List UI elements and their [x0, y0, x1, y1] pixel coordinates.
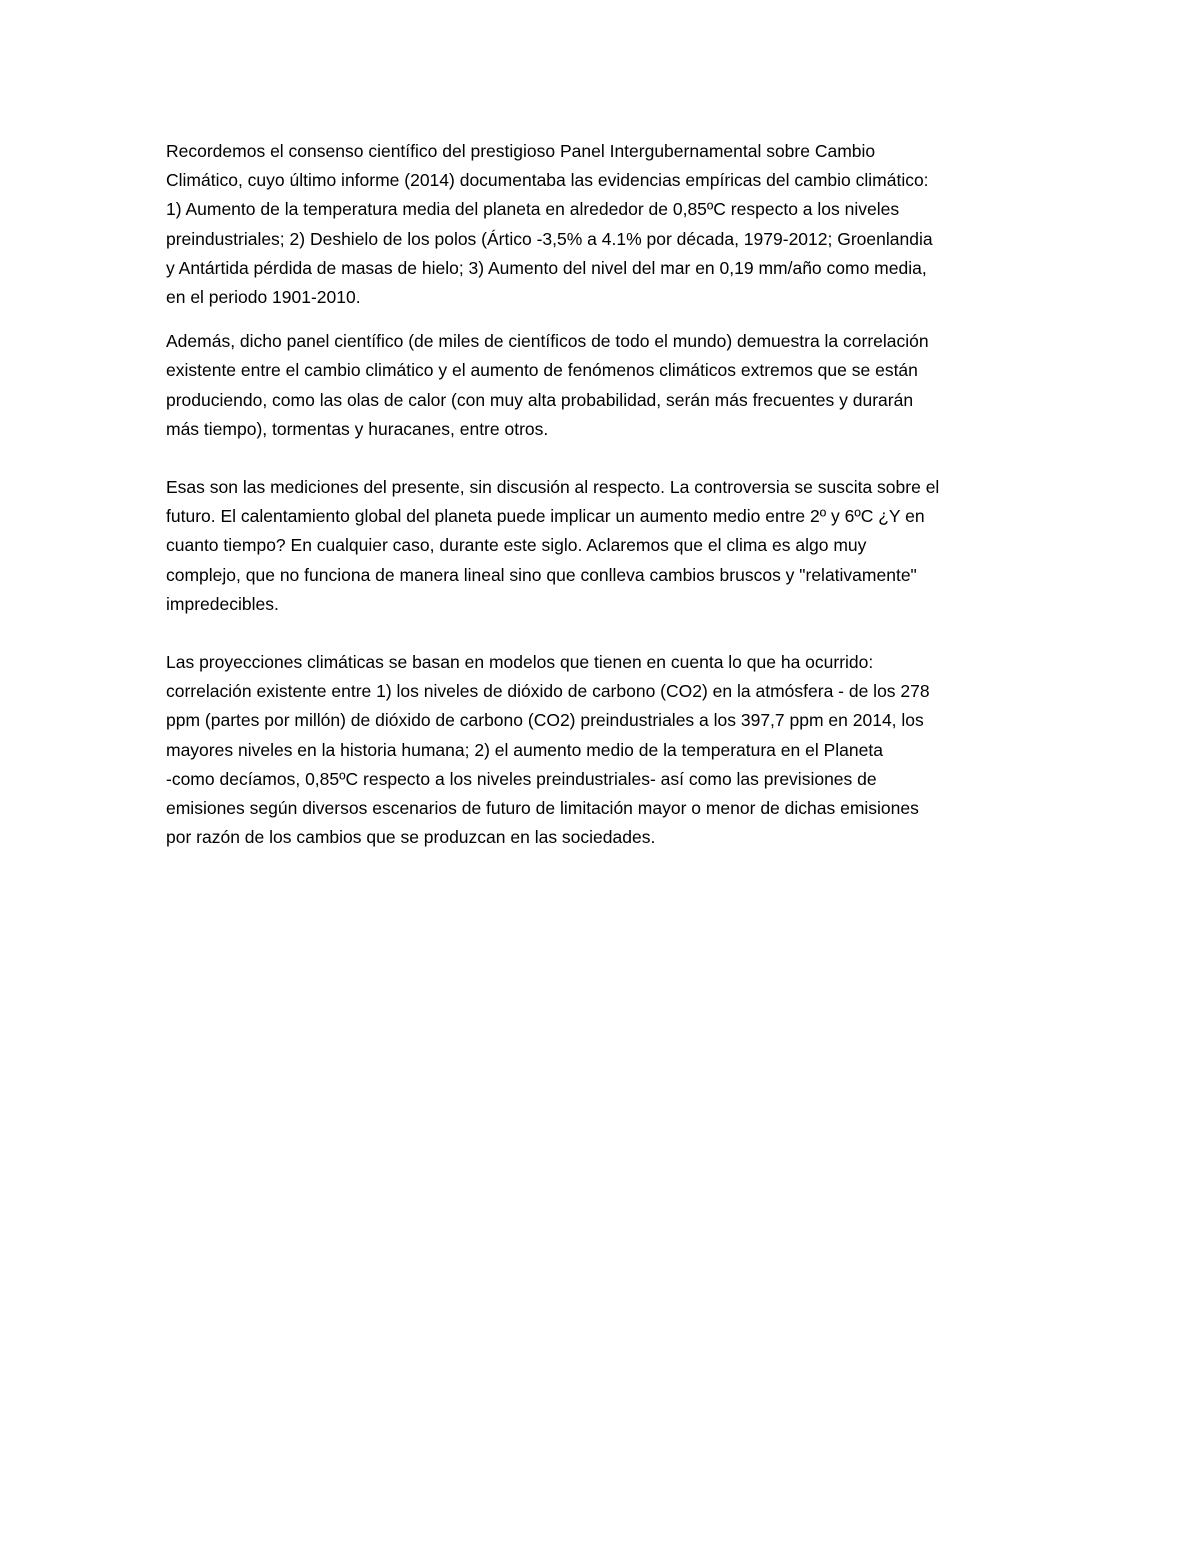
text-line: y Antártida pérdida de masas de hielo; 3) Aumento del nivel del mar en 0,19 mm/año como media, — [166, 257, 927, 278]
text-line: cuanto tiempo? En cualquier caso, durante este siglo. Aclaremos que el clima es algo muy — [166, 535, 867, 556]
paragraph-ipcc-consensus — [166, 137, 1036, 312]
text-line: preindustriales; 2) Deshielo de los polos (Ártico -3,5% a 4.1% por década, 1979-2012; Groenlandia — [166, 228, 933, 249]
text-line: 1) Aumento de la temperatura media del planeta en alrededor de 0,85ºC respecto a los niveles — [166, 199, 900, 220]
text-line: produciendo, como las olas de calor (con muy alta probabilidad, serán más frecuentes y durarán — [166, 389, 914, 410]
text-line: Las proyecciones climáticas se basan en modelos que tienen en cuenta lo que ha ocurrido: — [166, 652, 874, 673]
text-line: en el periodo 1901-2010. — [166, 287, 361, 308]
paragraph-future-controversy — [166, 473, 1036, 619]
paragraph-extreme-phenomena — [166, 327, 1036, 444]
text-line: -como decíamos, 0,85ºC respecto a los niveles preindustriales- así como las previsiones de — [166, 768, 877, 789]
text-line: ppm (partes por millón) de dióxido de carbono (CO2) preindustriales a los 397,7 ppm en 2014, los — [166, 710, 924, 731]
document-body — [166, 137, 1036, 852]
paragraph-climate-projections — [166, 648, 1036, 852]
text-line: Climático, cuyo último informe (2014) documentaba las evidencias empíricas del cambio climático: — [166, 170, 929, 191]
text-line: por razón de los cambios que se produzcan en las sociedades. — [166, 827, 656, 848]
text-line: impredecibles. — [166, 593, 279, 614]
text-line: complejo, que no funciona de manera lineal sino que conlleva cambios bruscos y "relativamente" — [166, 564, 917, 585]
text-line: más tiempo), tormentas y huracanes, entre otros. — [166, 418, 549, 439]
text-line: Recordemos el consenso científico del prestigioso Panel Intergubernamental sobre Cambio — [166, 141, 876, 161]
text-line: existente entre el cambio climático y el aumento de fenómenos climáticos extremos que se están — [166, 360, 918, 381]
text-line: emisiones según diversos escenarios de futuro de limitación mayor o menor de dichas emisiones — [166, 798, 919, 819]
text-line: futuro. El calentamiento global del planeta puede implicar un aumento medio entre 2º y 6ºC ¿Y en — [166, 506, 925, 527]
text-line: correlación existente entre 1) los niveles de dióxido de carbono (CO2) en la atmósfera - de los 278 — [166, 681, 930, 702]
text-line: mayores niveles en la historia humana; 2) el aumento medio de la temperatura en el Planeta — [166, 739, 883, 760]
text-line: Esas son las mediciones del presente, sin discusión al respecto. La controversia se suscita sobre el — [166, 477, 940, 498]
text-line: Además, dicho panel científico (de miles de científicos de todo el mundo) demuestra la correlación — [166, 331, 929, 352]
